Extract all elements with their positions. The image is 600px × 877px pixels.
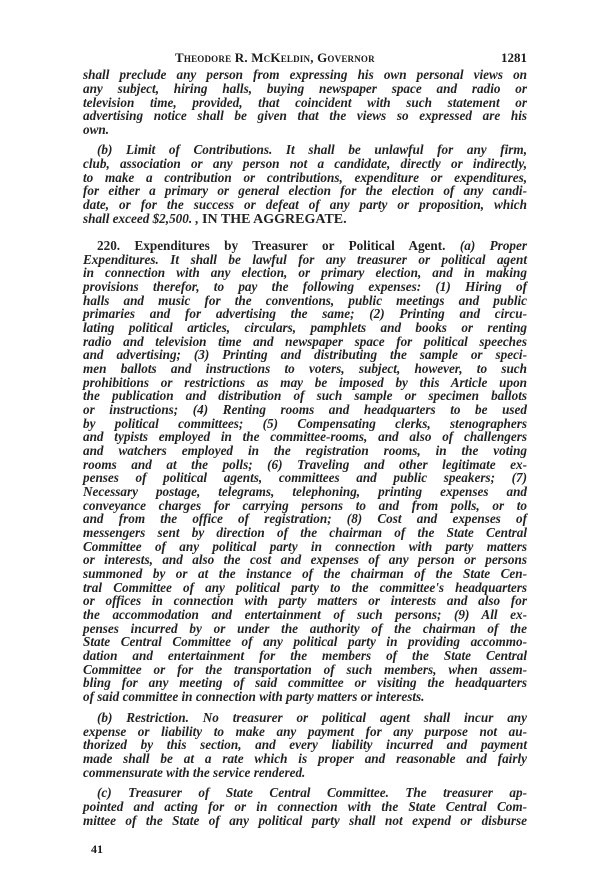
- line-text: State Central Committee of any political party in providing accommo-: [83, 634, 527, 649]
- text-line: [83, 239, 527, 253]
- line-text: or interests, and also the cost and expenses of any person or persons: [83, 552, 527, 567]
- amendment-insertion: IN THE AGGREGATE.: [202, 212, 347, 227]
- line-text: or offices in connection with party matters or interests and also for: [83, 593, 527, 608]
- line-text: (c) Treasurer of State Central Committee. The treasurer ap-: [97, 785, 527, 800]
- text-line: [83, 157, 527, 171]
- line-text: and watchers employed in the registration rooms, in the voting: [83, 443, 527, 458]
- line-text: conveyance charges for carrying persons to and from polls, or to: [83, 498, 527, 513]
- folio-signature: 41: [91, 842, 103, 856]
- line-text: mittee of the State of any political party shall not expend or disburse: [83, 813, 527, 828]
- line-text: Necessary postage, telegrams, telephoning, printing expenses and: [83, 484, 527, 499]
- line-text: made shall be at a rate which is proper and reasonable and fairly: [83, 751, 527, 766]
- line-text: radio and television time and newspaper space for political speeches: [83, 334, 527, 349]
- text-line: [83, 738, 527, 752]
- text-line: [83, 752, 527, 766]
- line-text: and from the office of registration; (8) Cost and expenses of: [83, 511, 527, 526]
- line-text: halls and music for the conventions, public meetings and public: [83, 293, 527, 308]
- line-text: and typists employed in the committee-rooms, and also of challengers: [83, 429, 527, 444]
- line-text: date, or for the success or defeat of any party or proposition, which: [83, 197, 527, 212]
- text-line: [83, 800, 527, 814]
- text-line: [83, 635, 527, 649]
- text-line: [83, 280, 527, 294]
- line-text: television time, provided, that coincident with such statement or: [83, 95, 527, 110]
- text-line: [83, 485, 527, 499]
- text-line: [83, 690, 527, 704]
- line-text: messengers sent by direction of the chairman of the State Central: [83, 525, 527, 540]
- line-text: prohibitions or restrictions as may be imposed by this Article upon: [83, 375, 527, 390]
- line-text: and advertising; (3) Printing and distributing the sample or speci-: [83, 347, 527, 362]
- line-text: pointed and acting for or in connection with the State Central Com-: [83, 799, 527, 814]
- text-line: [83, 430, 527, 444]
- text-line: [83, 184, 527, 198]
- line-text: tral Committee of any political party to the committee's headquarters: [83, 580, 527, 595]
- line-text: by political committees; (5) Compensating clerks, stenographers: [83, 416, 527, 431]
- section-heading: 220. Expenditures by Treasurer or Political Agent.: [97, 238, 446, 253]
- text-line: [83, 143, 527, 157]
- text-line: [83, 471, 527, 485]
- running-header: [83, 50, 527, 66]
- line-text: advertising notice shall be given that the views so expressed are his: [83, 108, 527, 123]
- text-line: [83, 512, 527, 526]
- line-text: for either a primary or general election for the election of any candi-: [83, 183, 527, 198]
- text-line: [83, 786, 527, 800]
- page-number: 1281: [501, 50, 527, 65]
- line-text: penses incurred by or under the authority of the chairman of the: [83, 621, 527, 636]
- line-text: primaries and for advertising the same; (2) Printing and circu-: [83, 306, 527, 321]
- line-text: summoned by or at the instance of the chairman of the State Cen-: [83, 566, 527, 581]
- line-text: any subject, hiring halls, buying newspaper space and radio or: [83, 81, 527, 96]
- text-line: [83, 348, 527, 362]
- text-line: [83, 676, 527, 690]
- line-text: (b) Limit of Contributions. It shall be unlawful for any firm,: [97, 142, 527, 157]
- text-line: [83, 266, 527, 280]
- line-text: or instructions; (4) Renting rooms and headquarters to be used: [83, 402, 527, 417]
- line-text: expense or liability to make any payment for any purpose not au-: [83, 724, 527, 739]
- line-text: (b) Restriction. No treasurer or political agent shall incur any: [97, 710, 527, 725]
- text-line: [83, 649, 527, 663]
- text-line: [83, 553, 527, 567]
- line-text: men ballots and instructions to voters, subject, however, to such: [83, 361, 527, 376]
- text-line: [83, 711, 527, 725]
- text-line: [83, 198, 527, 212]
- line-text: commensurate with the service rendered.: [83, 765, 306, 780]
- text-line: [83, 82, 527, 96]
- line-text: (a) Proper: [445, 238, 527, 253]
- text-line: [83, 766, 527, 780]
- line-text: in connection with any election, or primary election, and in making: [83, 265, 527, 280]
- running-title: Theodore R. McKeldin, Governor: [175, 50, 375, 65]
- text-line: [83, 594, 527, 608]
- line-text: thorized by this section, and every liability incurred and payment: [83, 737, 527, 752]
- text-line: [83, 212, 527, 226]
- line-text: penses of political agents, committees and public speakers; (7): [83, 470, 527, 485]
- text-line: [83, 123, 527, 137]
- line-text: club, association or any person not a candidate, directly or indirectly,: [83, 156, 527, 171]
- line-text: bling for any meeting of said committee or visiting the headquarters: [83, 675, 527, 690]
- text-line: [83, 814, 527, 828]
- line-text: shall preclude any person from expressing his own personal views on: [83, 67, 527, 82]
- line-text: the publication and distribution of such sample or specimen ballots: [83, 388, 527, 403]
- text-line: [83, 526, 527, 540]
- text-line: [83, 567, 527, 581]
- text-line: [83, 389, 527, 403]
- line-text: Expenditures. It shall be lawful for any treasurer or political agent: [83, 252, 527, 267]
- text-line: [83, 444, 527, 458]
- line-text: of said committee in connection with party matters or interests.: [83, 689, 425, 704]
- text-line: [83, 362, 527, 376]
- text-line: [83, 403, 527, 417]
- text-line: [83, 608, 527, 622]
- line-text: provisions therefor, to pay the following expenses: (1) Hiring of: [83, 279, 527, 294]
- line-text: rooms and at the polls; (6) Traveling and other legitimate ex-: [83, 457, 527, 472]
- text-line: [83, 68, 527, 82]
- text-line: [83, 109, 527, 123]
- line-text: shall exceed $2,500. ,: [83, 211, 203, 226]
- text-line: [83, 307, 527, 321]
- line-text: Committee or for the transportation of such members, when assem-: [83, 662, 527, 677]
- text-line: [83, 321, 527, 335]
- line-text: lating political articles, circulars, pamphlets and books or renting: [83, 320, 527, 335]
- line-text: to make a contribution or contributions, expenditure or expenditures,: [83, 170, 527, 185]
- line-text: Committee of any political party in connection with party matters: [83, 539, 527, 554]
- line-text: own.: [83, 122, 110, 137]
- line-text: the accommodation and entertainment of such persons; (9) All ex-: [83, 607, 527, 622]
- line-text: dation and entertainment for the members of the State Central: [83, 648, 527, 663]
